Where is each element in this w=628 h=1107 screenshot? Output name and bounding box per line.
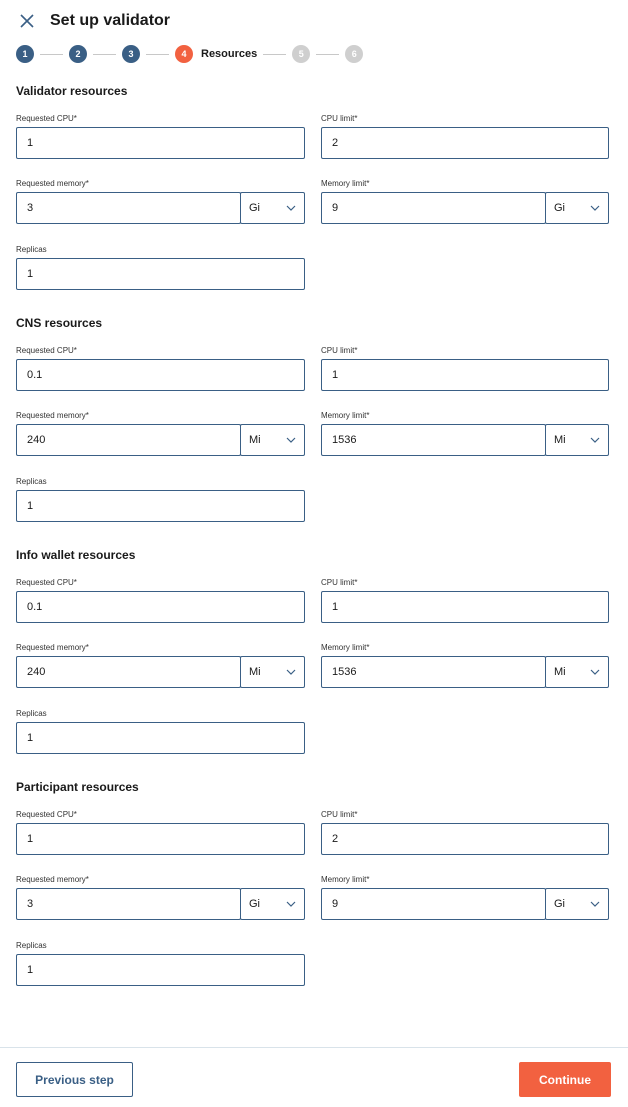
cpu-limit-input[interactable]: 1 <box>321 359 609 391</box>
cpu-limit-input[interactable]: 2 <box>321 127 609 159</box>
requested-memory-label: Requested memory* <box>16 411 89 420</box>
step-connector <box>93 54 116 55</box>
step-connector <box>40 54 63 55</box>
memory-limit-label: Memory limit* <box>321 179 370 188</box>
requested-cpu-input[interactable]: 1 <box>16 127 305 159</box>
memory-limit-unit-select[interactable] <box>545 888 609 920</box>
memory-limit-unit-select[interactable] <box>545 656 609 688</box>
requested-memory-input[interactable]: 3 <box>16 888 241 920</box>
replicas-input[interactable]: 1 <box>16 722 305 754</box>
close-icon <box>20 14 34 28</box>
requested-memory-unit-value: Gi <box>249 202 260 214</box>
replicas-input[interactable]: 1 <box>16 258 305 290</box>
cpu-limit-label: CPU limit* <box>321 114 358 123</box>
section-title: CNS resources <box>16 316 103 330</box>
requested-cpu-input[interactable]: 1 <box>16 823 305 855</box>
step-connector <box>263 54 286 55</box>
requested-cpu-label: Requested CPU* <box>16 114 77 123</box>
requested-memory-input[interactable]: 240 <box>16 424 241 456</box>
replicas-label: Replicas <box>16 709 47 718</box>
memory-limit-unit-value: Gi <box>554 202 565 214</box>
cpu-limit-input[interactable]: 1 <box>321 591 609 623</box>
section-title: Info wallet resources <box>16 548 136 562</box>
memory-limit-label: Memory limit* <box>321 643 370 652</box>
step-4-label: Resources <box>201 48 258 60</box>
section-cns-resources <box>16 316 612 526</box>
replicas-input[interactable]: 1 <box>16 954 305 986</box>
requested-cpu-label: Requested CPU* <box>16 346 77 355</box>
continue-button[interactable]: Continue <box>519 1062 611 1097</box>
chevron-down-icon <box>286 669 296 675</box>
step-3[interactable]: 3 <box>122 45 140 63</box>
cpu-limit-label: CPU limit* <box>321 578 358 587</box>
step-2[interactable]: 2 <box>69 45 87 63</box>
stepper <box>16 45 363 63</box>
replicas-label: Replicas <box>16 477 47 486</box>
step-4: 4 <box>175 45 193 63</box>
replicas-label: Replicas <box>16 941 47 950</box>
footer <box>0 1047 628 1107</box>
requested-memory-label: Requested memory* <box>16 179 89 188</box>
section-title: Validator resources <box>16 84 128 98</box>
step-connector <box>316 54 339 55</box>
close-button[interactable] <box>16 10 38 32</box>
requested-memory-label: Requested memory* <box>16 875 89 884</box>
memory-limit-label: Memory limit* <box>321 875 370 884</box>
chevron-down-icon <box>590 205 600 211</box>
chevron-down-icon <box>590 669 600 675</box>
step-connector <box>146 54 169 55</box>
requested-memory-unit-value: Gi <box>249 898 260 910</box>
requested-memory-unit-select[interactable] <box>240 192 305 224</box>
requested-cpu-label: Requested CPU* <box>16 578 77 587</box>
requested-cpu-input[interactable]: 0.1 <box>16 359 305 391</box>
memory-limit-unit-select[interactable] <box>545 424 609 456</box>
chevron-down-icon <box>286 901 296 907</box>
requested-memory-unit-value: Mi <box>249 434 261 446</box>
memory-limit-input[interactable]: 9 <box>321 192 546 224</box>
memory-limit-label: Memory limit* <box>321 411 370 420</box>
requested-memory-unit-select[interactable] <box>240 424 305 456</box>
section-title: Participant resources <box>16 780 139 794</box>
requested-cpu-label: Requested CPU* <box>16 810 77 819</box>
requested-cpu-input[interactable]: 0.1 <box>16 591 305 623</box>
section-participant-resources <box>16 780 612 990</box>
chevron-down-icon <box>286 437 296 443</box>
memory-limit-input[interactable]: 1536 <box>321 656 546 688</box>
step-1[interactable]: 1 <box>16 45 34 63</box>
cpu-limit-label: CPU limit* <box>321 810 358 819</box>
requested-memory-input[interactable]: 240 <box>16 656 241 688</box>
requested-memory-label: Requested memory* <box>16 643 89 652</box>
requested-memory-unit-select[interactable] <box>240 656 305 688</box>
page-title: Set up validator <box>50 12 171 29</box>
cpu-limit-label: CPU limit* <box>321 346 358 355</box>
memory-limit-unit-value: Gi <box>554 898 565 910</box>
section-info-wallet-resources <box>16 548 612 758</box>
cpu-limit-input[interactable]: 2 <box>321 823 609 855</box>
step-5: 5 <box>292 45 310 63</box>
memory-limit-input[interactable]: 9 <box>321 888 546 920</box>
requested-memory-unit-value: Mi <box>249 666 261 678</box>
memory-limit-unit-value: Mi <box>554 434 566 446</box>
replicas-label: Replicas <box>16 245 47 254</box>
header <box>16 9 170 33</box>
memory-limit-input[interactable]: 1536 <box>321 424 546 456</box>
requested-memory-unit-select[interactable] <box>240 888 305 920</box>
replicas-input[interactable]: 1 <box>16 490 305 522</box>
memory-limit-unit-value: Mi <box>554 666 566 678</box>
memory-limit-unit-select[interactable] <box>545 192 609 224</box>
chevron-down-icon <box>286 205 296 211</box>
previous-step-button[interactable]: Previous step <box>16 1062 133 1097</box>
section-validator-resources <box>16 84 612 294</box>
chevron-down-icon <box>590 901 600 907</box>
step-6: 6 <box>345 45 363 63</box>
chevron-down-icon <box>590 437 600 443</box>
requested-memory-input[interactable]: 3 <box>16 192 241 224</box>
